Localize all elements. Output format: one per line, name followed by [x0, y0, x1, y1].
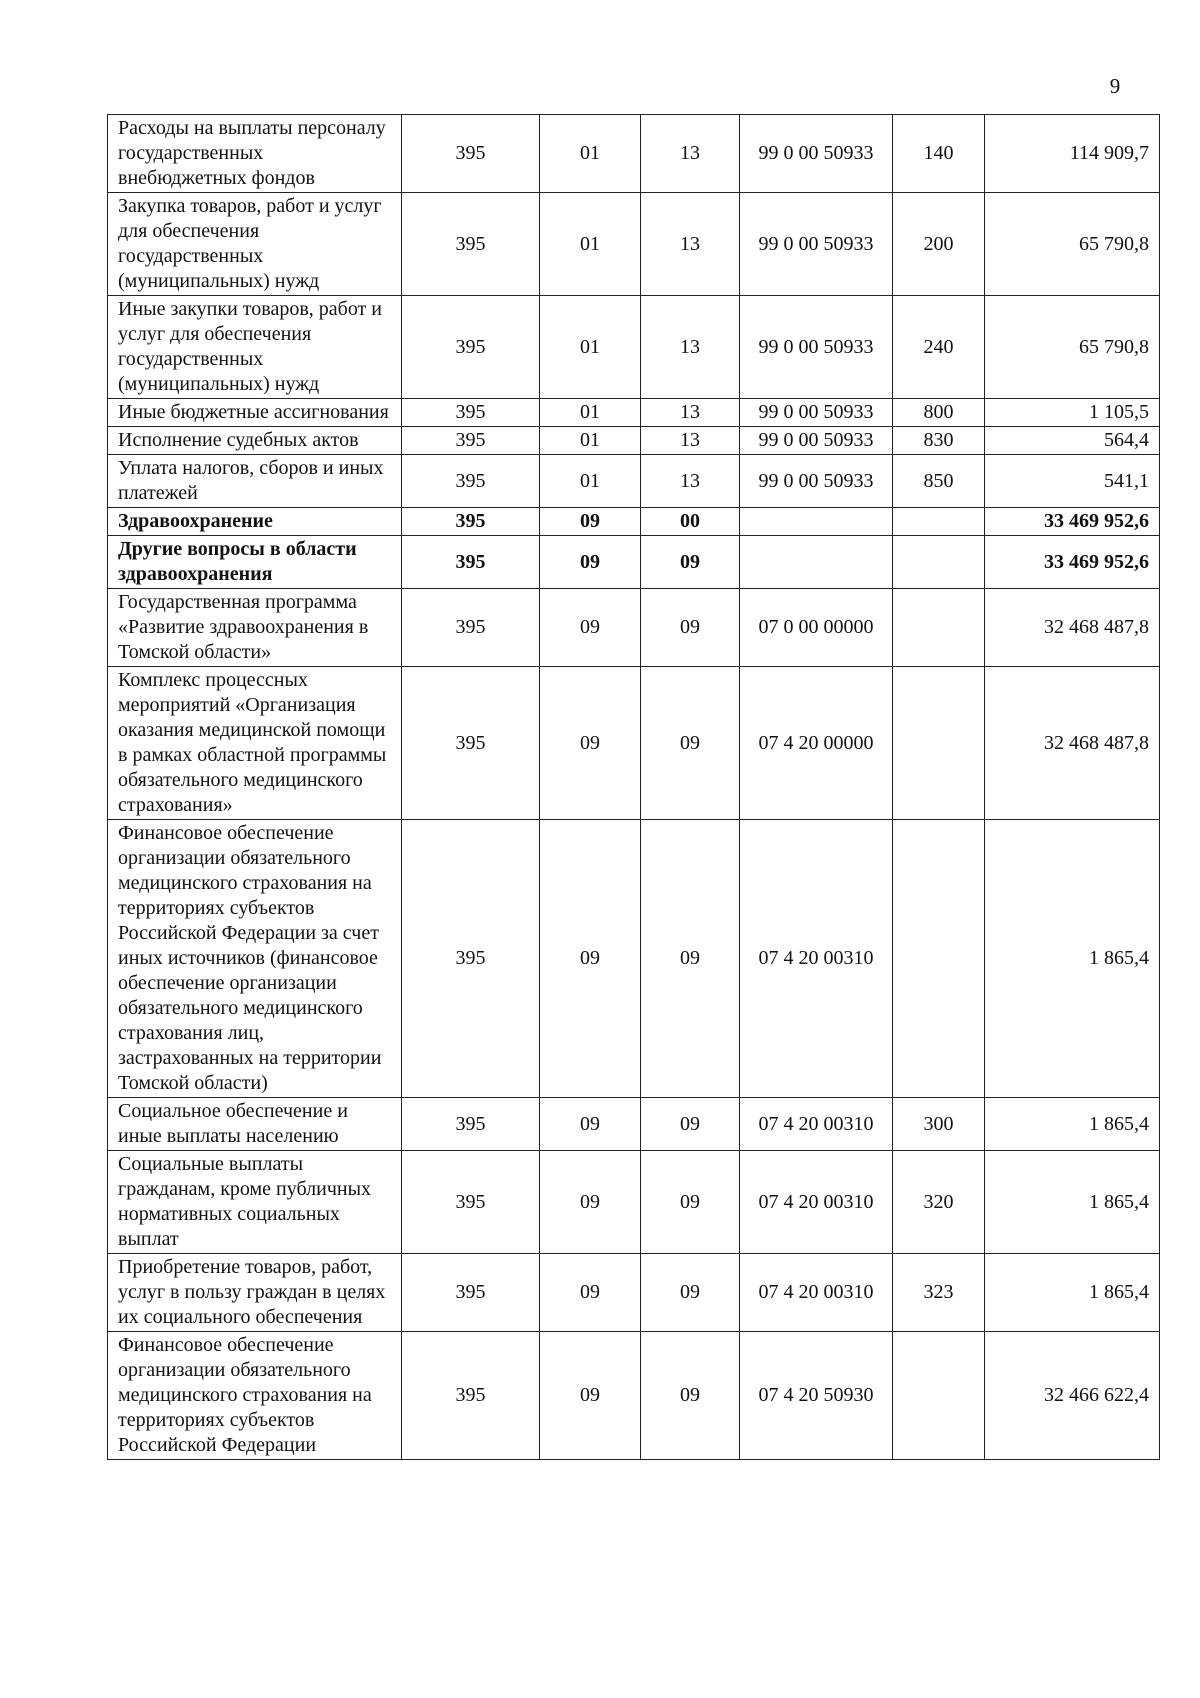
row-expense-type: 800	[893, 399, 985, 427]
row-ved-code: 395	[402, 820, 540, 1098]
row-target-article: 99 0 00 50933	[740, 193, 893, 296]
row-name: Финансовое обеспечение организации обязательного медицинского страхования на территориях субъектов Российской Федерации	[108, 1332, 402, 1460]
row-subsection-code: 09	[641, 1254, 740, 1332]
budget-table-body	[108, 115, 1160, 1460]
row-section-code: 09	[540, 508, 641, 536]
table-row	[108, 427, 1160, 455]
row-amount: 65 790,8	[985, 193, 1160, 296]
row-target-article: 07 4 20 00310	[740, 820, 893, 1098]
table-row	[108, 536, 1160, 589]
row-amount: 564,4	[985, 427, 1160, 455]
row-amount: 1 865,4	[985, 1254, 1160, 1332]
row-ved-code: 395	[402, 193, 540, 296]
row-expense-type: 200	[893, 193, 985, 296]
row-section-code: 09	[540, 589, 641, 667]
row-subsection-code: 09	[641, 1151, 740, 1254]
table-row	[108, 508, 1160, 536]
row-section-code: 09	[540, 667, 641, 820]
row-ved-code: 395	[402, 667, 540, 820]
row-name: Иные бюджетные ассигнования	[108, 399, 402, 427]
table-row	[108, 1332, 1160, 1460]
row-name: Расходы на выплаты персоналу государственных внебюджетных фондов	[108, 115, 402, 193]
row-ved-code: 395	[402, 1332, 540, 1460]
row-amount: 541,1	[985, 455, 1160, 508]
row-subsection-code: 13	[641, 455, 740, 508]
row-section-code: 01	[540, 193, 641, 296]
row-ved-code: 395	[402, 536, 540, 589]
row-amount: 1 865,4	[985, 1098, 1160, 1151]
row-ved-code: 395	[402, 508, 540, 536]
row-ved-code: 395	[402, 1254, 540, 1332]
row-expense-type: 240	[893, 296, 985, 399]
row-amount: 1 865,4	[985, 1151, 1160, 1254]
row-subsection-code: 13	[641, 296, 740, 399]
row-expense-type	[893, 536, 985, 589]
row-amount: 32 466 622,4	[985, 1332, 1160, 1460]
row-section-code: 09	[540, 1151, 641, 1254]
row-expense-type: 320	[893, 1151, 985, 1254]
row-expense-type	[893, 667, 985, 820]
row-ved-code: 395	[402, 427, 540, 455]
row-amount: 32 468 487,8	[985, 667, 1160, 820]
row-expense-type: 140	[893, 115, 985, 193]
row-target-article: 07 4 20 00310	[740, 1151, 893, 1254]
row-expense-type: 300	[893, 1098, 985, 1151]
row-target-article	[740, 508, 893, 536]
row-name: Приобретение товаров, работ, услуг в пользу граждан в целях их социального обеспечения	[108, 1254, 402, 1332]
row-section-code: 01	[540, 296, 641, 399]
row-name: Исполнение судебных актов	[108, 427, 402, 455]
row-expense-type	[893, 508, 985, 536]
table-row	[108, 399, 1160, 427]
row-name: Другие вопросы в области здравоохранения	[108, 536, 402, 589]
row-subsection-code: 13	[641, 115, 740, 193]
row-ved-code: 395	[402, 455, 540, 508]
row-amount: 33 469 952,6	[985, 508, 1160, 536]
row-section-code: 01	[540, 399, 641, 427]
row-subsection-code: 13	[641, 193, 740, 296]
row-amount: 1 105,5	[985, 399, 1160, 427]
row-amount: 32 468 487,8	[985, 589, 1160, 667]
row-ved-code: 395	[402, 296, 540, 399]
table-row	[108, 115, 1160, 193]
row-subsection-code: 09	[641, 1332, 740, 1460]
row-subsection-code: 09	[641, 820, 740, 1098]
row-amount: 65 790,8	[985, 296, 1160, 399]
row-subsection-code: 13	[641, 399, 740, 427]
row-expense-type	[893, 1332, 985, 1460]
table-row	[108, 193, 1160, 296]
row-target-article	[740, 536, 893, 589]
row-ved-code: 395	[402, 1098, 540, 1151]
row-ved-code: 395	[402, 115, 540, 193]
row-subsection-code: 13	[641, 427, 740, 455]
page-number: 9	[1109, 74, 1121, 98]
row-name: Социальные выплаты гражданам, кроме публичных нормативных социальных выплат	[108, 1151, 402, 1254]
table-row	[108, 1254, 1160, 1332]
row-subsection-code: 09	[641, 536, 740, 589]
row-target-article: 07 4 20 00000	[740, 667, 893, 820]
table-row	[108, 820, 1160, 1098]
table-row	[108, 1098, 1160, 1151]
row-expense-type	[893, 589, 985, 667]
table-row	[108, 1151, 1160, 1254]
row-subsection-code: 09	[641, 667, 740, 820]
row-target-article: 99 0 00 50933	[740, 427, 893, 455]
row-section-code: 09	[540, 820, 641, 1098]
row-section-code: 09	[540, 1332, 641, 1460]
table-row	[108, 455, 1160, 508]
row-ved-code: 395	[402, 1151, 540, 1254]
row-name: Финансовое обеспечение организации обязательного медицинского страхования на территориях субъектов Российской Федерации за счет иных источников (финансовое обеспечение организации обязательного медицинского страхования лиц, застрахованных на территории Томской области)	[108, 820, 402, 1098]
row-amount: 114 909,7	[985, 115, 1160, 193]
row-name: Социальное обеспечение и иные выплаты населению	[108, 1098, 402, 1151]
row-name: Комплекс процессных мероприятий «Организация оказания медицинской помощи в рамках областной программы обязательного медицинского страхования»	[108, 667, 402, 820]
row-name: Государственная программа «Развитие здравоохранения в Томской области»	[108, 589, 402, 667]
row-target-article: 07 4 20 00310	[740, 1098, 893, 1151]
row-amount: 1 865,4	[985, 820, 1160, 1098]
row-target-article: 99 0 00 50933	[740, 455, 893, 508]
row-section-code: 01	[540, 455, 641, 508]
table-row	[108, 296, 1160, 399]
row-section-code: 09	[540, 1254, 641, 1332]
row-expense-type: 850	[893, 455, 985, 508]
row-amount: 33 469 952,6	[985, 536, 1160, 589]
row-section-code: 01	[540, 427, 641, 455]
row-name: Уплата налогов, сборов и иных платежей	[108, 455, 402, 508]
row-section-code: 09	[540, 1098, 641, 1151]
row-target-article: 07 4 20 00310	[740, 1254, 893, 1332]
row-ved-code: 395	[402, 589, 540, 667]
row-expense-type	[893, 820, 985, 1098]
row-target-article: 99 0 00 50933	[740, 296, 893, 399]
row-name: Закупка товаров, работ и услуг для обеспечения государственных (муниципальных) нужд	[108, 193, 402, 296]
table-row	[108, 667, 1160, 820]
row-target-article: 07 4 20 50930	[740, 1332, 893, 1460]
row-name: Здравоохранение	[108, 508, 402, 536]
table-row	[108, 589, 1160, 667]
budget-table	[107, 114, 1160, 1460]
row-target-article: 99 0 00 50933	[740, 399, 893, 427]
row-target-article: 07 0 00 00000	[740, 589, 893, 667]
row-expense-type: 323	[893, 1254, 985, 1332]
row-target-article: 99 0 00 50933	[740, 115, 893, 193]
row-expense-type: 830	[893, 427, 985, 455]
row-subsection-code: 09	[641, 1098, 740, 1151]
row-section-code: 01	[540, 115, 641, 193]
row-subsection-code: 09	[641, 589, 740, 667]
row-section-code: 09	[540, 536, 641, 589]
row-name: Иные закупки товаров, работ и услуг для обеспечения государственных (муниципальных) нужд	[108, 296, 402, 399]
row-subsection-code: 00	[641, 508, 740, 536]
row-ved-code: 395	[402, 399, 540, 427]
